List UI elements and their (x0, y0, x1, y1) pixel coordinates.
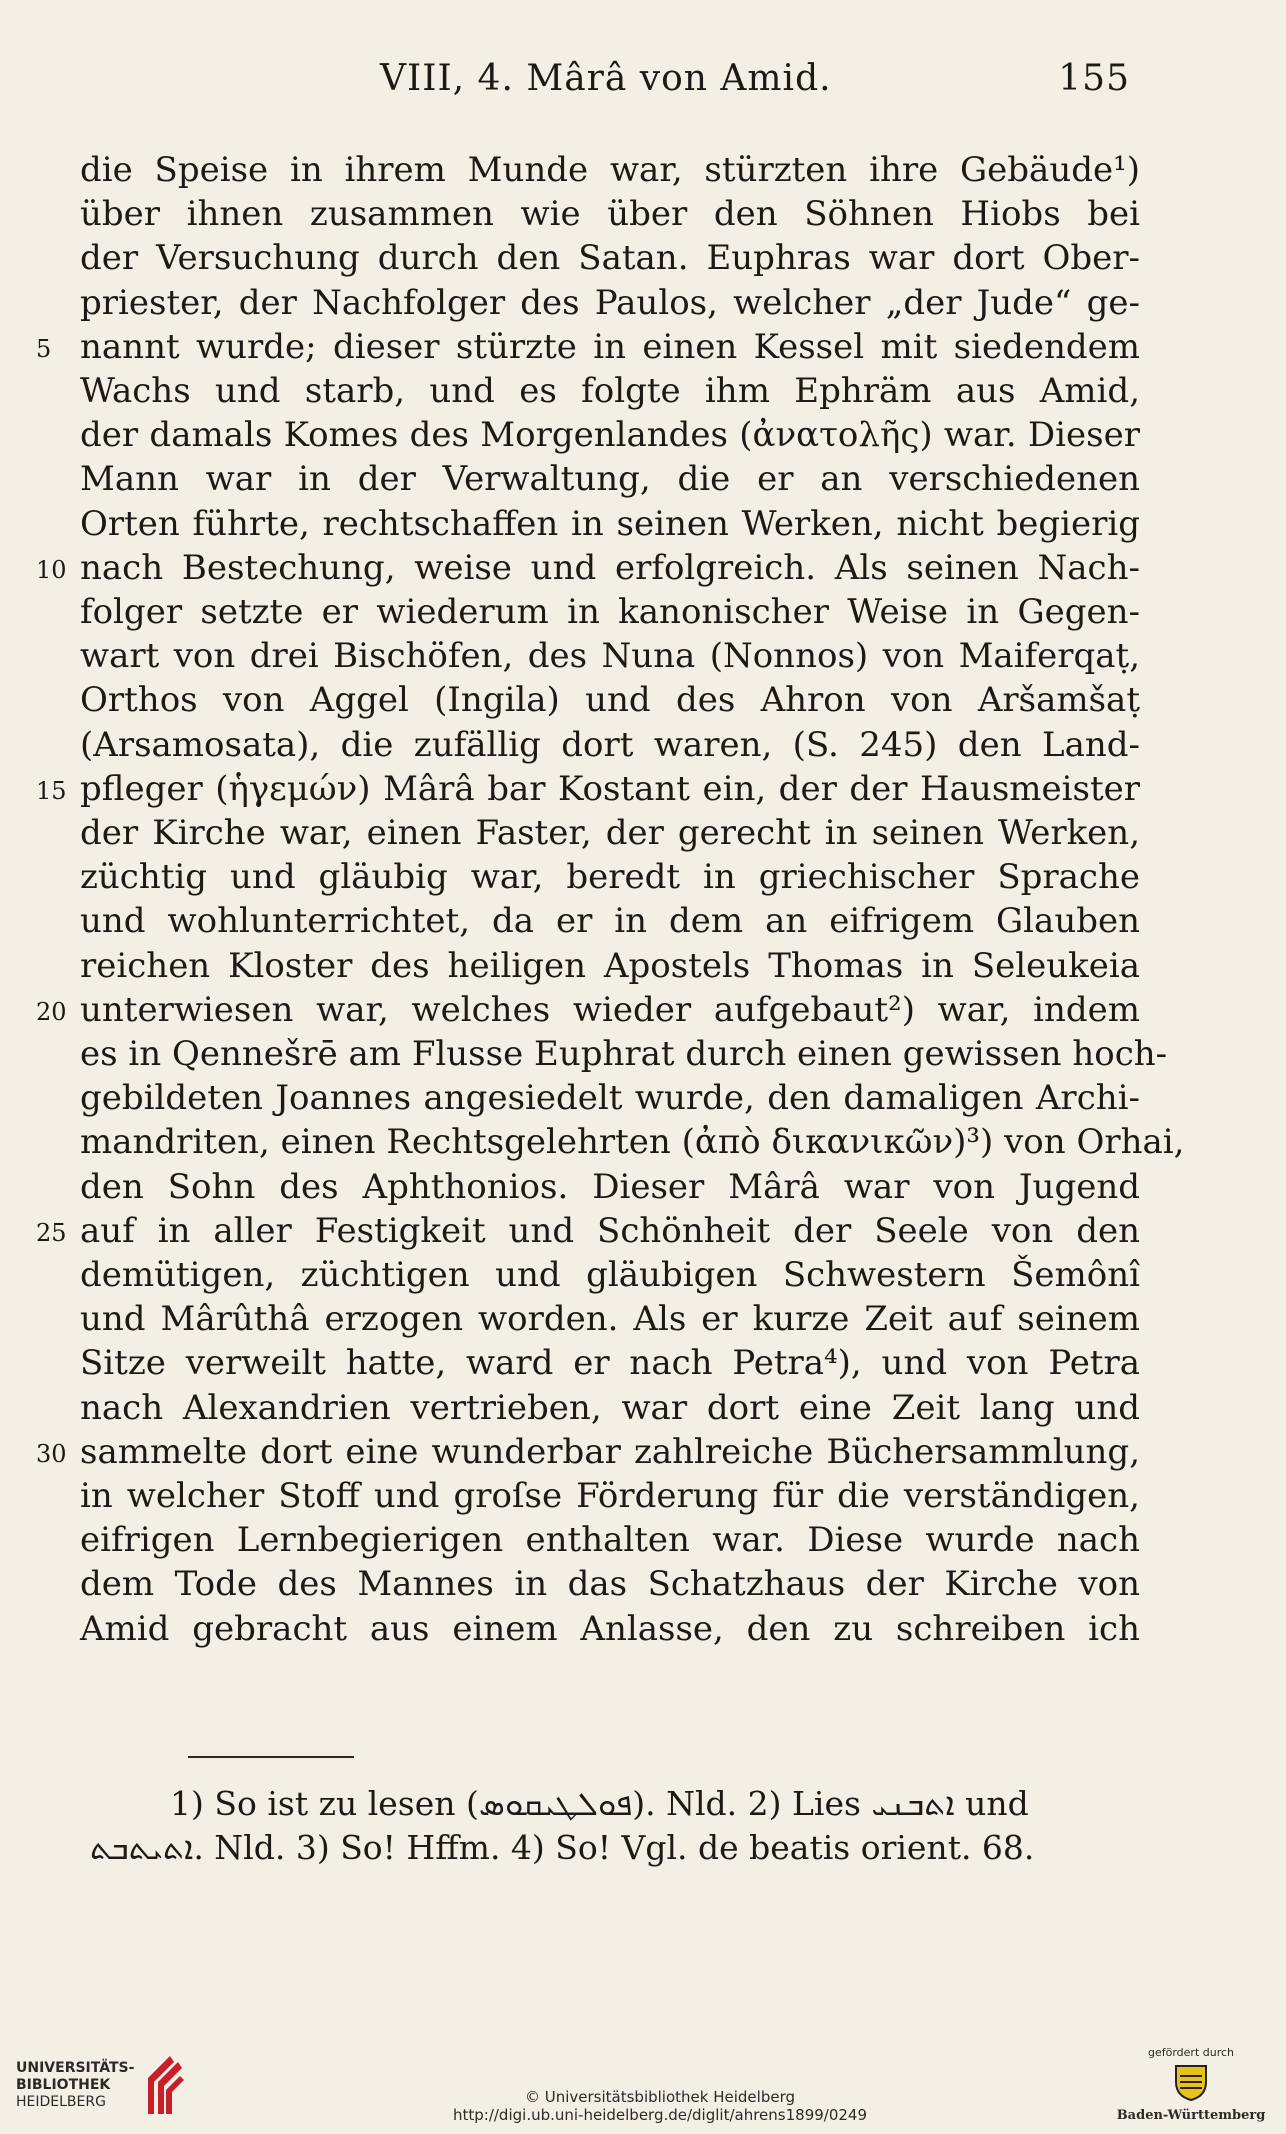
library-logo-block[interactable] (16, 2052, 186, 2122)
text-line: Sitze verweilt hatte, ward er nach Petra⁴), und von Petra (80, 1343, 1140, 1383)
text-line: der damals Komes des Morgenlandes (ἀνατολῆς) war. Dieser (80, 415, 1140, 455)
funding-block (1116, 2046, 1266, 2126)
footnote-line: ܐܬܝܬܒܬ. Nld. 3) So! Hffm. 4) So! Vgl. de beatis orient. 68. (90, 1828, 1035, 1867)
text-line: züchtig und gläubig war, beredt in griechischer Sprache (80, 857, 1140, 897)
copyright-notice: © Universitätsbibliothek Heidelberg (524, 2088, 795, 2106)
text-line: und wohlunterrichtet, da er in dem an eifrigem Glauben (80, 901, 1140, 941)
text-line: eifrigen Lernbegierigen enthalten war. Diese wurde nach (80, 1520, 1140, 1560)
text-line: nach Alexandrien vertrieben, war dort eine Zeit lang und (80, 1388, 1140, 1428)
text-line: Orten führte, rechtschaffen in seinen Werken, nicht begierig (80, 504, 1140, 544)
running-header (380, 58, 1140, 108)
library-name (16, 2060, 134, 2111)
line-number: 20 (36, 998, 67, 1026)
text-line: nannt wurde; dieser stürzte in einen Kessel mit siedendem (80, 327, 1140, 367)
text-line: folger setzte er wiederum in kanonischer Weise in Gegen- (80, 592, 1140, 632)
library-name-line: UNIVERSITÄTS- (16, 2060, 135, 2076)
text-line: der Kirche war, einen Faster, der gerecht in seinen Werken, (80, 813, 1140, 853)
text-line: in welcher Stoff und groſse Förderung für die verständigen, (80, 1476, 1140, 1516)
text-line: und Mârûthâ erzogen worden. Als er kurze Zeit auf seinem (80, 1299, 1140, 1339)
source-url[interactable]: http://digi.ub.uni-heidelberg.de/diglit/ahrens1899/0249 (452, 2106, 868, 2124)
library-name-line: HEIDELBERG (16, 2094, 106, 2110)
text-line: es in Qennešrē am Flusse Euphrat durch einen gewissen hoch- (80, 1034, 1168, 1074)
text-line: gebildeten Joannes angesiedelt wurde, den damaligen Archi- (80, 1078, 1140, 1118)
line-number: 25 (36, 1219, 67, 1247)
text-line: reichen Kloster des heiligen Apostels Thomas in Seleukeia (80, 946, 1140, 986)
state-name: Baden-Württemberg (1116, 2108, 1266, 2123)
text-line: mandriten, einen Rechtsgelehrten (ἀπὸ δικανικῶν)³) von Orhai, (80, 1122, 1185, 1162)
text-line: unterwiesen war, welches wieder aufgebaut²) war, indem (80, 990, 1140, 1030)
footnote-line: 1) So ist zu lesen (ܦܘܠܛܝܩܘܣ). Nld. 2) Lies ܐܬܒܢܝ und (170, 1784, 1029, 1823)
funded-by-label: gefördert durch (1147, 2046, 1235, 2059)
footnote-rule (188, 1756, 354, 1758)
text-line: der Versuchung durch den Satan. Euphras war dort Ober- (80, 238, 1140, 278)
line-number: 5 (36, 335, 52, 363)
page-number: 155 (1058, 58, 1130, 99)
footer-credits (380, 2088, 940, 2124)
text-line: über ihnen zusammen wie über den Söhnen Hiobs bei (80, 194, 1140, 234)
text-line: Wachs und starb, und es folgte ihm Ephräm aus Amid, (80, 371, 1140, 411)
text-line: Amid gebracht aus einem Anlasse, den zu schreiben ich (80, 1609, 1140, 1649)
text-line: pfleger (ἡγεμών) Mârâ bar Kostant ein, der der Hausmeister (80, 769, 1140, 809)
text-line: sammelte dort eine wunderbar zahlreiche Büchersammlung, (80, 1432, 1140, 1472)
library-logo-icon (130, 2052, 192, 2118)
text-line: die Speise in ihrem Munde war, stürzten ihre Gebäude¹) (80, 150, 1140, 190)
text-line: Mann war in der Verwaltung, die er an verschiedenen (80, 459, 1140, 499)
line-number: 15 (36, 777, 67, 805)
line-number: 10 (36, 556, 67, 584)
text-line: den Sohn des Aphthonios. Dieser Mârâ war von Jugend (80, 1167, 1140, 1207)
text-line: nach Bestechung, weise und erfolgreich. Als seinen Nach- (80, 548, 1140, 588)
text-line: demütigen, züchtigen und gläubigen Schwestern Šemônî (80, 1255, 1140, 1295)
text-line: (Arsamosata), die zufällig dort waren, (S. 245) den Land- (80, 725, 1140, 765)
text-line: Orthos von Aggel (Ingila) und des Ahron von Aršamšaṭ (80, 680, 1140, 720)
state-crest-icon (1172, 2062, 1210, 2102)
text-line: priester, der Nachfolger des Paulos, welcher „der Jude“ ge- (80, 283, 1140, 323)
running-title: VIII, 4. Mârâ von Amid. (380, 58, 832, 99)
text-line: dem Tode des Mannes in das Schatzhaus der Kirche von (80, 1564, 1140, 1604)
library-name-line: BIBLIOTHEK (16, 2077, 111, 2093)
text-line: auf in aller Festigkeit und Schönheit der Seele von den (80, 1211, 1140, 1251)
line-number: 30 (36, 1440, 67, 1468)
text-line: wart von drei Bischöfen, des Nuna (Nonnos) von Maiferqaṭ, (80, 636, 1140, 676)
